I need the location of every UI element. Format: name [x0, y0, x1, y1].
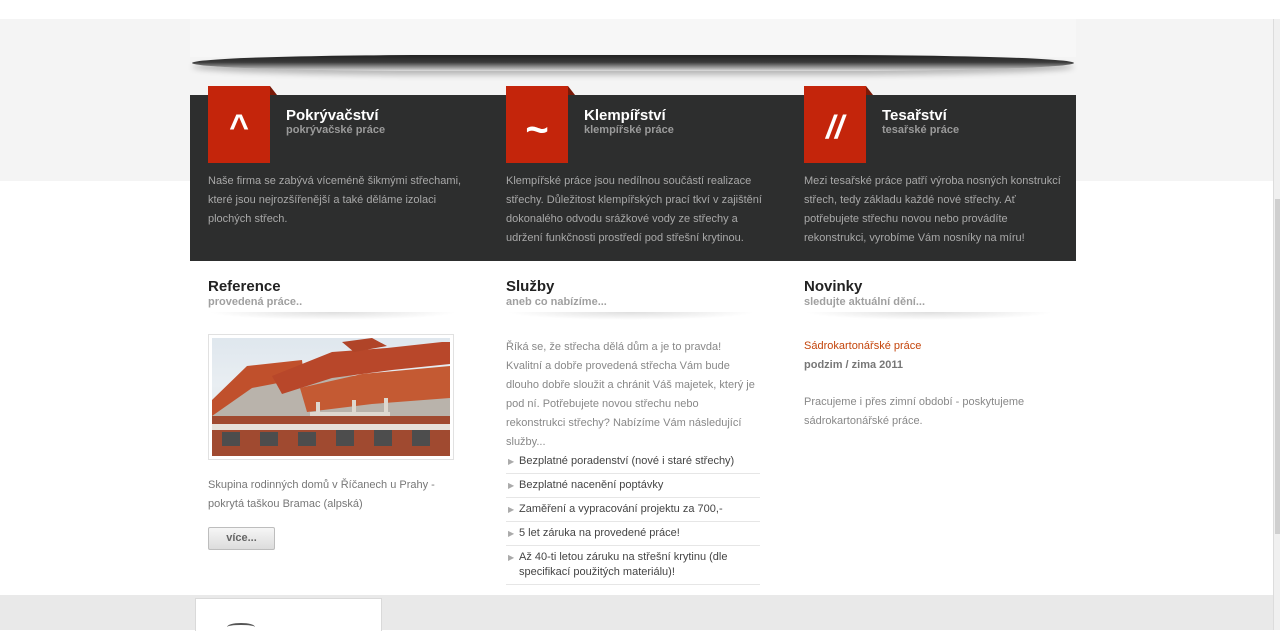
section-divider: [804, 312, 1054, 320]
feature-subtitle: tesařské práce: [882, 123, 960, 136]
roof-logo-icon: [227, 623, 255, 631]
houses-illustration: [212, 338, 450, 456]
arrow-right-icon: ▶: [508, 552, 515, 562]
list-item-label: Bezplatné nacenění poptávky: [519, 478, 664, 491]
section-subtitle: sledujte aktuální dění...: [804, 295, 926, 308]
section-title: Reference: [208, 277, 281, 295]
scrollbar-thumb[interactable]: [1275, 199, 1280, 534]
reference-caption: Skupina rodinných domů v Říčanech u Prahy - pokrytá taškou Bramac (alpská): [208, 478, 435, 510]
section-subtitle: aneb co nabízíme...: [506, 295, 607, 308]
reference-photo[interactable]: [208, 334, 454, 460]
services-list: [506, 450, 760, 585]
news-item-link[interactable]: Sádrokartonářské práce: [804, 339, 922, 352]
double-slash-icon: //: [804, 86, 866, 163]
list-item-label: Až 40-ti letou záruku na střešní krytinu (dle specifikací použitých materiálu)!: [519, 550, 728, 578]
news-item-text: Pracujeme i přes zimní období - poskytujeme sádrokartonářské práce.: [804, 395, 1025, 427]
arrow-right-icon: ▶: [508, 504, 515, 514]
list-item-label: Bezplatné poradenství (nové i staré střechy): [519, 454, 735, 467]
list-item[interactable]: [506, 498, 760, 522]
section-subtitle: provedená práce..: [208, 295, 303, 308]
header-container: [190, 19, 1076, 57]
section-title: Služby: [506, 277, 555, 295]
list-item[interactable]: [506, 450, 760, 474]
arrow-right-icon: ▶: [508, 528, 515, 538]
feature-description: Klempířské práce jsou nedílnou součástí realizace střechy. Důležitost klempířských prací tkví v zajištění dokonalého odvodu srážkové vody ze střechy a udržení funkčnosti prostředí pod střešní krytinou.: [506, 174, 762, 244]
header-shadow-divider: [192, 55, 1074, 71]
section-divider: [208, 312, 458, 320]
services-section: [506, 277, 766, 578]
footer: [0, 595, 1274, 630]
section-divider: [506, 312, 756, 320]
list-item-label: Zaměření a vypracování projektu za 700,-: [519, 502, 723, 515]
tile-fold: [866, 86, 873, 95]
list-item[interactable]: [506, 522, 760, 546]
section-title: Novinky: [804, 277, 863, 295]
tilde-icon: ~: [506, 86, 568, 163]
footer-logo-box: [195, 598, 382, 631]
news-item-date: podzim / zima 2011: [804, 358, 904, 371]
chevron-up-icon: ^: [208, 86, 270, 163]
list-item[interactable]: [506, 474, 760, 498]
services-intro: Říká se, že střecha dělá dům a je to pravda! Kvalitní a dobře provedená střecha Vám bude dlouho dobře sloužit a chránit Váš majetek, který je pod ní. Potřebujete novou střechu nebo rekonstrukci střechy? Nabízíme Vám následující služby...: [506, 340, 755, 448]
reference-section: [208, 277, 468, 544]
tile-fold: [270, 86, 277, 95]
feature-title: Tesařství: [882, 106, 947, 124]
houses-photo: [212, 338, 450, 456]
feature-subtitle: pokrývačské práce: [286, 123, 386, 136]
feature-title: Pokrývačství: [286, 106, 379, 124]
feature-description: Naše firma se zabývá víceméně šikmými střechami, které jsou nejrozšířenější a také děláme izolaci plochých střech.: [208, 174, 462, 225]
arrow-right-icon: ▶: [508, 480, 515, 490]
more-button[interactable]: více...: [208, 527, 275, 550]
feature-subtitle: klempířské práce: [584, 123, 674, 136]
list-item-label: 5 let záruka na provedené práce!: [519, 526, 680, 539]
feature-description: Mezi tesařské práce patří výroba nosných konstrukcí střech, tedy základu každé nové střechy. Ať potřebujete střechu novou nebo provádíte rekonstrukci, vyrobíme Vám nosníky na míru!: [804, 174, 1061, 244]
tile-fold: [568, 86, 575, 95]
news-section: [804, 277, 1064, 427]
feature-title: Klempířství: [584, 106, 666, 124]
arrow-right-icon: ▶: [508, 456, 515, 466]
list-item[interactable]: [506, 546, 760, 585]
